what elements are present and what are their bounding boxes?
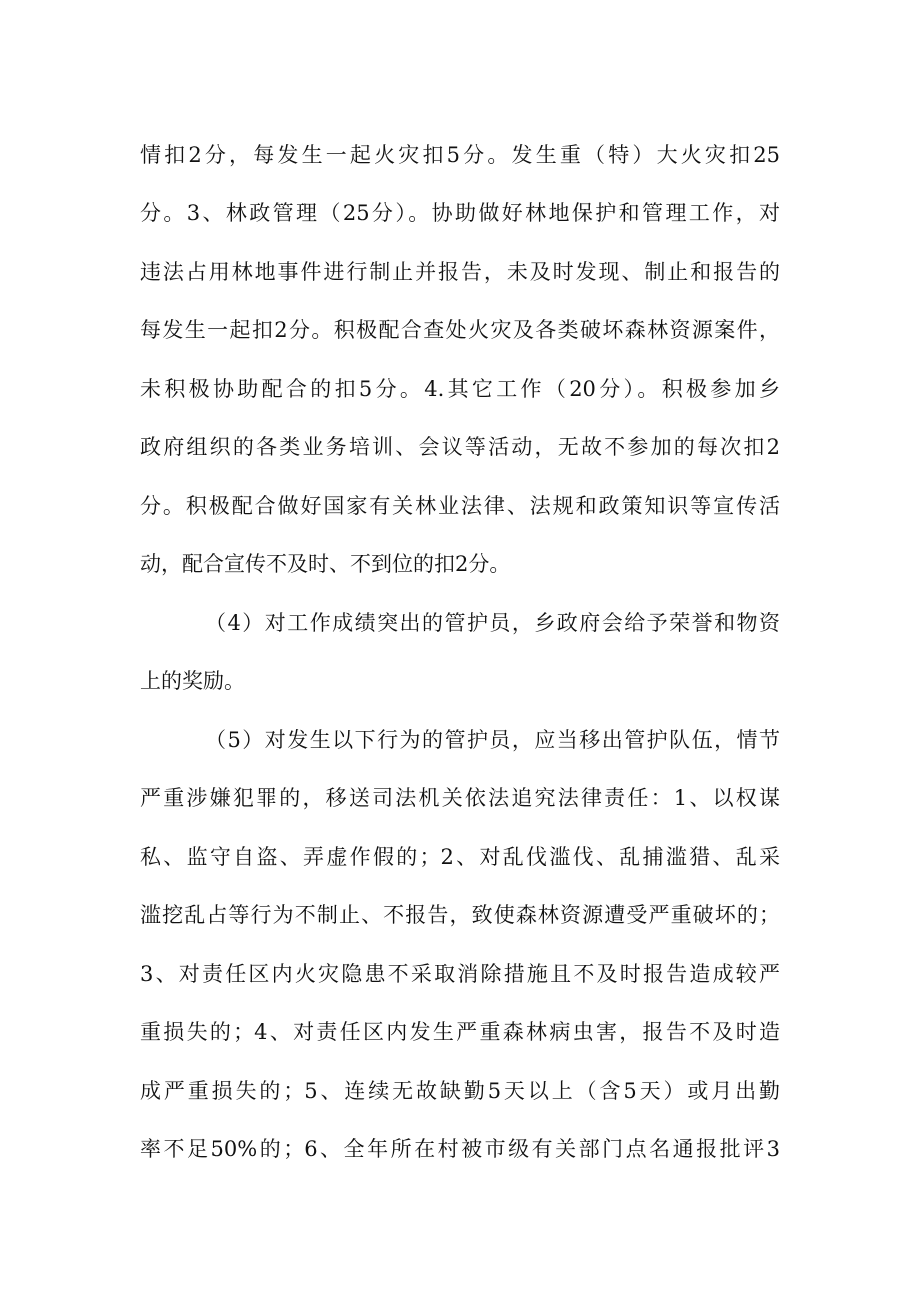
text-line: 分。积极配合做好国家有关林业法律、法规和政策知识等宣传活 bbox=[140, 494, 780, 518]
paragraph-5-first-line: （5）对发生以下行为的管护员，应当移出管护队伍，情节 bbox=[205, 728, 780, 752]
text-line: 严重涉嫌犯罪的，移送司法机关依法追究法律责任：1、以权谋 bbox=[140, 786, 780, 810]
text-line: 重损失的；4、对责任区内发生严重森林病虫害，报告不及时造 bbox=[140, 1020, 780, 1044]
text-line: 政府组织的各类业务培训、会议等活动，无故不参加的每次扣2 bbox=[140, 435, 780, 459]
paragraph-4-first-line: （4）对工作成绩突出的管护员，乡政府会给予荣誉和物资 bbox=[205, 611, 780, 635]
text-line: 情扣2分，每发生一起火灾扣5分。发生重（特）大火灾扣25 bbox=[140, 143, 780, 167]
text-line: 动，配合宣传不及时、不到位的扣2分。 bbox=[140, 552, 511, 576]
text-line: 每发生一起扣2分。积极配合查处火灾及各类破坏森林资源案件， bbox=[140, 318, 780, 342]
text-line: 分。3、林政管理（25分）。协助做好林地保护和管理工作，对 bbox=[140, 201, 780, 225]
text-line: 成严重损失的；5、连续无故缺勤5天以上（含5天）或月出勤 bbox=[140, 1079, 780, 1103]
text-line: 上的奖励。 bbox=[140, 669, 245, 693]
text-line: 违法占用林地事件进行制止并报告，未及时发现、制止和报告的 bbox=[140, 260, 780, 284]
text-line: 滥挖乱占等行为不制止、不报告，致使森林资源遭受严重破坏的； bbox=[140, 903, 780, 927]
text-line: 率不足50%的；6、全年所在村被市级有关部门点名通报批评3 bbox=[140, 1137, 780, 1161]
text-line: 私、监守自盗、弄虚作假的；2、对乱伐滥伐、乱捕滥猎、乱采 bbox=[140, 845, 780, 869]
text-line: 未积极协助配合的扣5分。4.其它工作（20分）。积极参加乡 bbox=[140, 377, 780, 401]
text-line: 3、对责任区内火灾隐患不采取消除措施且不及时报告造成较严 bbox=[140, 962, 780, 986]
